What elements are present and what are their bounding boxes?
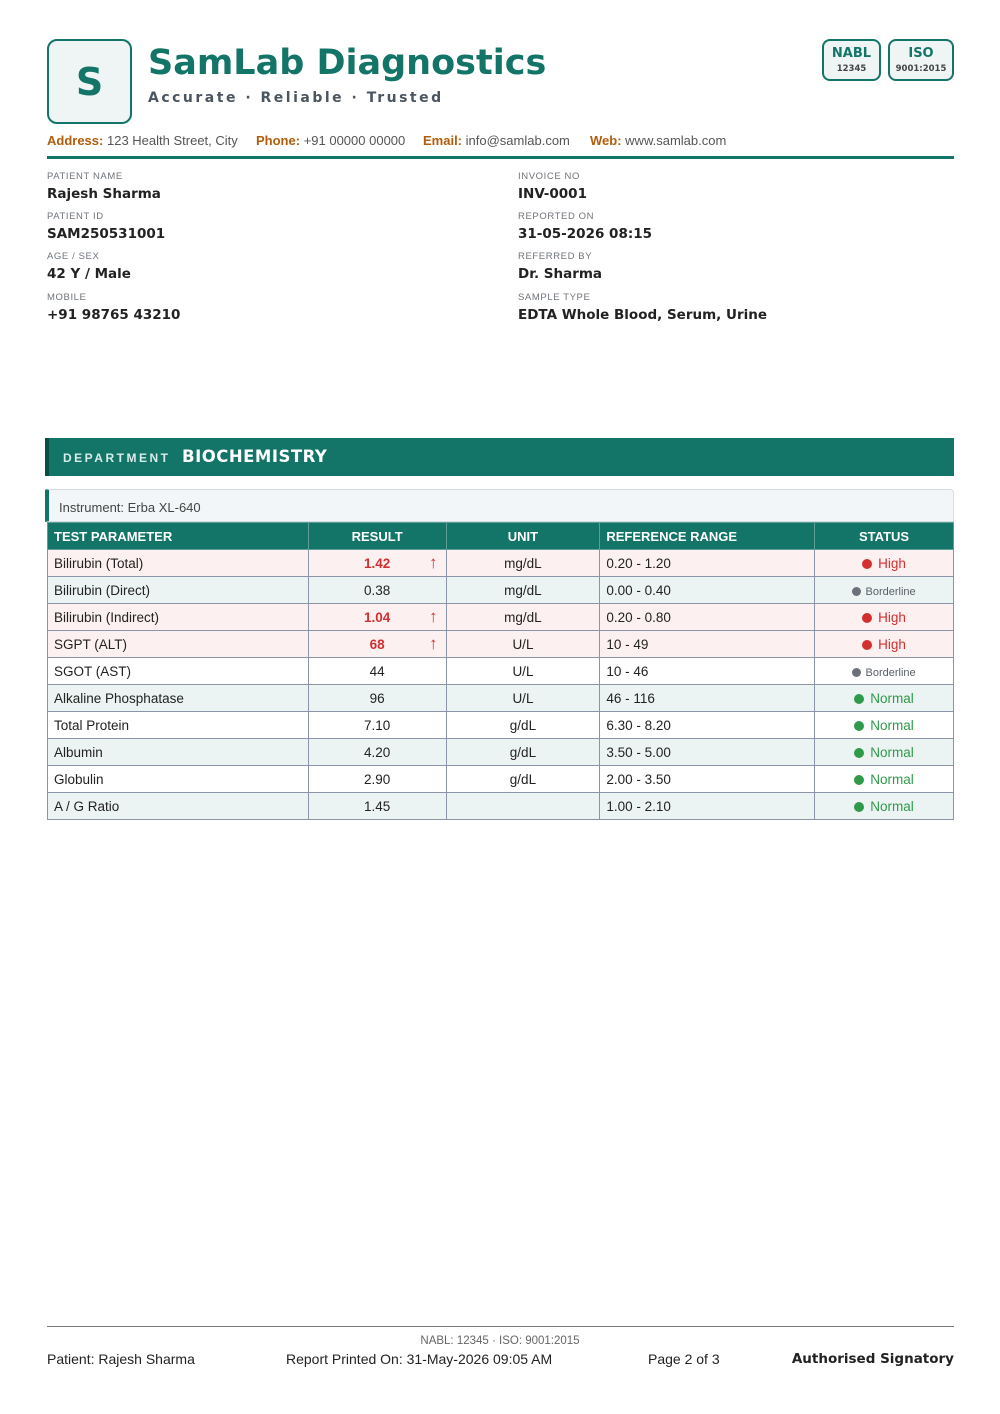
- cell-test-parameter: Globulin: [48, 766, 309, 793]
- cell-reference-range: 0.00 - 0.40: [600, 577, 815, 604]
- web-label: Web:: [590, 133, 622, 148]
- table-row: [48, 793, 954, 820]
- result-value: 68: [369, 636, 385, 652]
- nabl-badge: [822, 39, 881, 81]
- status-dot-icon: [862, 613, 872, 623]
- report-header: [47, 39, 954, 127]
- cell-reference-range: 0.20 - 0.80: [600, 604, 815, 631]
- status-label: Normal: [870, 690, 914, 706]
- reported-on-label: REPORTED ON: [518, 211, 595, 222]
- footer-signatory: Authorised Signatory: [791, 1351, 954, 1367]
- sample-type-value: EDTA Whole Blood, Serum, Urine: [518, 307, 768, 323]
- header-divider: [47, 156, 954, 159]
- invoice-label: INVOICE NO: [518, 171, 580, 182]
- invoice-field: [518, 171, 948, 203]
- table-row: [48, 685, 954, 712]
- cell-test-parameter: Bilirubin (Indirect): [48, 604, 309, 631]
- arrow-up-icon: ↑: [429, 634, 438, 653]
- contact-email: [423, 133, 570, 148]
- patient-id-label: PATIENT ID: [47, 211, 104, 222]
- cell-unit: mg/dL: [446, 604, 600, 631]
- result-value: 7.10: [363, 717, 391, 733]
- status-dot-icon: [854, 721, 864, 731]
- cell-unit: U/L: [446, 658, 600, 685]
- status-dot-icon: [852, 668, 861, 677]
- cell-status: [815, 793, 954, 820]
- status-label: Normal: [870, 798, 914, 814]
- iso-badge-title: ISO: [908, 46, 934, 61]
- status-dot-icon: [854, 775, 864, 785]
- invoice-value: INV-0001: [518, 186, 587, 202]
- cell-unit: U/L: [446, 685, 600, 712]
- department-name: BIOCHEMISTRY: [182, 447, 328, 466]
- cell-unit: g/dL: [446, 766, 600, 793]
- cell-reference-range: 6.30 - 8.20: [600, 712, 815, 739]
- result-value: 0.38: [363, 582, 391, 598]
- patient-id-value: SAM250531001: [47, 226, 166, 242]
- instrument-banner: [45, 489, 954, 522]
- footer-printed-on: Report Printed On: 31-May-2026 09:05 AM: [286, 1351, 553, 1367]
- table-row: [48, 631, 954, 658]
- cell-result: [308, 577, 446, 604]
- address-label: Address:: [47, 133, 104, 148]
- result-value: 44: [369, 663, 385, 679]
- department-bar: [45, 438, 954, 476]
- footer-divider: [47, 1326, 954, 1327]
- cell-result: [308, 793, 446, 820]
- referred-by-label: REFERRED BY: [518, 251, 593, 262]
- cell-status: [815, 604, 954, 631]
- result-value: 1.42: [363, 555, 391, 571]
- results-body: [48, 550, 954, 820]
- cell-status: [815, 685, 954, 712]
- contact-phone: [256, 133, 405, 148]
- cell-result: [308, 550, 446, 577]
- referred-by-value: Dr. Sharma: [518, 266, 603, 282]
- status-label: High: [878, 555, 906, 571]
- cell-unit: mg/dL: [446, 550, 600, 577]
- result-value: 96: [369, 690, 385, 706]
- instrument-text: Instrument: Erba XL-640: [59, 500, 201, 515]
- age-sex-value: 42 Y / Male: [47, 266, 131, 282]
- cell-unit: g/dL: [446, 712, 600, 739]
- patient-name-field: [47, 171, 477, 203]
- cell-reference-range: 1.00 - 2.10: [600, 793, 815, 820]
- cell-unit: g/dL: [446, 739, 600, 766]
- status-label: Normal: [870, 717, 914, 733]
- iso-badge-number: 9001:2015: [895, 64, 947, 74]
- table-header-row: [48, 523, 954, 550]
- header-unit: UNIT: [446, 523, 600, 550]
- cell-status: [815, 712, 954, 739]
- cell-status: [815, 739, 954, 766]
- cell-result: [308, 712, 446, 739]
- patient-id-field: [47, 211, 477, 243]
- status-dot-icon: [852, 587, 861, 596]
- sample-type-field: [518, 292, 948, 324]
- status-label: Normal: [870, 744, 914, 760]
- arrow-up-icon: ↑: [429, 553, 438, 572]
- lab-tagline: Accurate · Reliable · Trusted: [148, 90, 444, 106]
- status-label: High: [878, 636, 906, 652]
- cell-status: [815, 631, 954, 658]
- email-label: Email:: [423, 133, 463, 148]
- age-sex-field: [47, 251, 477, 283]
- cell-test-parameter: Bilirubin (Total): [48, 550, 309, 577]
- email-value[interactable]: info@samlab.com: [465, 133, 570, 148]
- status-dot-icon: [854, 694, 864, 704]
- status-dot-icon: [862, 640, 872, 650]
- contact-address: [47, 133, 238, 148]
- reported-on-field: [518, 211, 948, 243]
- cell-reference-range: 10 - 49: [600, 631, 815, 658]
- age-sex-label: AGE / SEX: [47, 251, 100, 262]
- result-value: 1.45: [363, 798, 391, 814]
- contact-web: [590, 133, 726, 148]
- table-row: [48, 658, 954, 685]
- cell-reference-range: 0.20 - 1.20: [600, 550, 815, 577]
- mobile-value: +91 98765 43210: [47, 307, 181, 323]
- web-value[interactable]: www.samlab.com: [625, 133, 727, 148]
- phone-label: Phone:: [256, 133, 301, 148]
- nabl-badge-number: 12345: [836, 64, 867, 74]
- status-label: Borderline: [865, 585, 916, 598]
- cell-test-parameter: SGPT (ALT): [48, 631, 309, 658]
- patient-name-value: Rajesh Sharma: [47, 186, 161, 202]
- cell-result: [308, 685, 446, 712]
- cell-reference-range: 10 - 46: [600, 658, 815, 685]
- cell-test-parameter: SGOT (AST): [48, 658, 309, 685]
- cell-unit: U/L: [446, 631, 600, 658]
- cell-test-parameter: Alkaline Phosphatase: [48, 685, 309, 712]
- status-label: Borderline: [865, 666, 916, 679]
- reported-on-value: 31-05-2026 08:15: [518, 226, 653, 242]
- status-label: High: [878, 609, 906, 625]
- results-table: [47, 522, 954, 820]
- cell-result: [308, 631, 446, 658]
- nabl-badge-title: NABL: [831, 46, 872, 61]
- cell-test-parameter: Total Protein: [48, 712, 309, 739]
- arrow-up-icon: ↑: [429, 607, 438, 626]
- cell-status: [815, 658, 954, 685]
- cell-status: [815, 577, 954, 604]
- table-row: [48, 739, 954, 766]
- status-dot-icon: [862, 559, 872, 569]
- iso-badge: [888, 39, 954, 81]
- result-value: 2.90: [363, 771, 391, 787]
- department-label: DEPARTMENT: [63, 451, 171, 465]
- cell-result: [308, 604, 446, 631]
- contact-bar: [47, 133, 954, 151]
- cell-result: [308, 658, 446, 685]
- cell-status: [815, 550, 954, 577]
- lab-logo: [47, 39, 132, 124]
- header-test-parameter: TEST PARAMETER: [48, 523, 309, 550]
- cell-unit: mg/dL: [446, 577, 600, 604]
- table-row: [48, 550, 954, 577]
- address-value: 123 Health Street, City: [106, 133, 238, 148]
- cell-reference-range: 46 - 116: [600, 685, 815, 712]
- cell-result: [308, 739, 446, 766]
- footer-patient: Patient: Rajesh Sharma: [47, 1351, 195, 1367]
- lab-name: SamLab Diagnostics: [148, 43, 547, 83]
- cell-test-parameter: A / G Ratio: [48, 793, 309, 820]
- cell-status: [815, 766, 954, 793]
- referred-by-field: [518, 251, 948, 283]
- status-dot-icon: [854, 802, 864, 812]
- table-row: [48, 577, 954, 604]
- footer-accreditation: NABL: 12345 · ISO: 9001:2015: [420, 1335, 580, 1347]
- table-row: [48, 712, 954, 739]
- result-value: 4.20: [363, 744, 391, 760]
- sample-type-label: SAMPLE TYPE: [518, 292, 591, 303]
- status-dot-icon: [854, 748, 864, 758]
- patient-name-label: PATIENT NAME: [47, 171, 123, 182]
- status-label: Normal: [870, 771, 914, 787]
- mobile-label: MOBILE: [47, 292, 87, 303]
- phone-value: +91 00000 00000: [303, 133, 406, 148]
- cell-test-parameter: Bilirubin (Direct): [48, 577, 309, 604]
- cell-test-parameter: Albumin: [48, 739, 309, 766]
- header-status: STATUS: [815, 523, 954, 550]
- cell-unit: [446, 793, 600, 820]
- cell-reference-range: 2.00 - 3.50: [600, 766, 815, 793]
- table-row: [48, 766, 954, 793]
- logo-letter: S: [75, 59, 104, 104]
- header-reference-range: REFERENCE RANGE: [600, 523, 815, 550]
- table-row: [48, 604, 954, 631]
- result-value: 1.04: [363, 609, 391, 625]
- mobile-field: [47, 292, 477, 324]
- footer-page-number: Page 2 of 3: [648, 1351, 720, 1367]
- cell-result: [308, 766, 446, 793]
- header-result: RESULT: [308, 523, 446, 550]
- cell-reference-range: 3.50 - 5.00: [600, 739, 815, 766]
